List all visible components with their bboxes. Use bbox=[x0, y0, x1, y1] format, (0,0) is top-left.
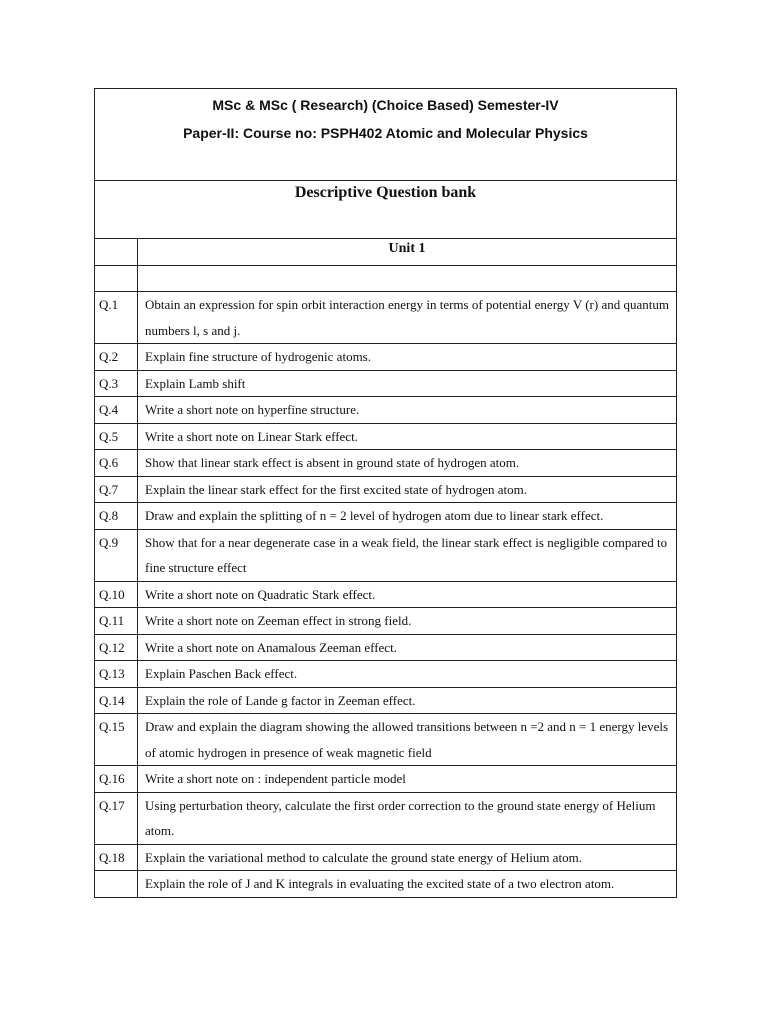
unit-heading: Unit 1 bbox=[138, 239, 677, 266]
question-number: Q.13 bbox=[95, 661, 138, 688]
question-text: Show that linear stark effect is absent in ground state of hydrogen atom. bbox=[138, 450, 677, 477]
question-text: Using perturbation theory, calculate the first order correction to the ground state energy of Helium atom. bbox=[138, 792, 677, 844]
question-number: Q.16 bbox=[95, 766, 138, 793]
question-row bbox=[95, 766, 677, 793]
question-number: Q.5 bbox=[95, 423, 138, 450]
question-text: Write a short note on Anamalous Zeeman effect. bbox=[138, 634, 677, 661]
question-row bbox=[95, 529, 677, 581]
question-text: Draw and explain the splitting of n = 2 level of hydrogen atom due to linear stark effect. bbox=[138, 503, 677, 530]
question-number: Q.1 bbox=[95, 292, 138, 344]
question-text: Show that for a near degenerate case in a weak field, the linear stark effect is negligible compared to fine structure effect bbox=[138, 529, 677, 581]
question-text: Draw and explain the diagram showing the allowed transitions between n =2 and n = 1 energy levels of atomic hydrogen in presence of weak magnetic field bbox=[138, 714, 677, 766]
question-number: Q.3 bbox=[95, 370, 138, 397]
question-row bbox=[95, 871, 677, 898]
question-row bbox=[95, 608, 677, 635]
question-row bbox=[95, 634, 677, 661]
question-text: Explain the variational method to calculate the ground state energy of Helium atom. bbox=[138, 844, 677, 871]
question-row bbox=[95, 370, 677, 397]
question-text: Obtain an expression for spin orbit interaction energy in terms of potential energy V (r) and quantum numbers l, s and j. bbox=[138, 292, 677, 344]
question-row bbox=[95, 476, 677, 503]
question-number: Q.18 bbox=[95, 844, 138, 871]
question-row bbox=[95, 397, 677, 424]
question-text: Explain the role of Lande g factor in Zeeman effect. bbox=[138, 687, 677, 714]
question-row bbox=[95, 581, 677, 608]
empty-cell bbox=[95, 239, 138, 266]
question-text: Explain Lamb shift bbox=[138, 370, 677, 397]
question-number: Q.11 bbox=[95, 608, 138, 635]
question-number: Q.4 bbox=[95, 397, 138, 424]
question-row bbox=[95, 661, 677, 688]
course-line: Paper-II: Course no: PSPH402 Atomic and Molecular Physics bbox=[183, 125, 588, 141]
question-number: Q.2 bbox=[95, 344, 138, 371]
question-text: Explain fine structure of hydrogenic atoms. bbox=[138, 344, 677, 371]
page-title: Descriptive Question bank bbox=[294, 184, 477, 201]
question-text: Explain the linear stark effect for the first excited state of hydrogen atom. bbox=[138, 476, 677, 503]
question-text: Explain the role of J and K integrals in evaluating the excited state of a two electron atom. bbox=[138, 871, 677, 898]
empty-cell bbox=[138, 266, 677, 292]
question-row bbox=[95, 687, 677, 714]
question-row bbox=[95, 292, 677, 344]
question-text: Write a short note on Linear Stark effect. bbox=[138, 423, 677, 450]
question-text: Explain Paschen Back effect. bbox=[138, 661, 677, 688]
course-header bbox=[95, 89, 677, 181]
question-row bbox=[95, 503, 677, 530]
program-line: MSc & MSc ( Research) (Choice Based) Semester-IV bbox=[212, 97, 559, 113]
question-number: Q.9 bbox=[95, 529, 138, 581]
question-number: Q.17 bbox=[95, 792, 138, 844]
question-row bbox=[95, 344, 677, 371]
question-text: Write a short note on Quadratic Stark effect. bbox=[138, 581, 677, 608]
question-number: Q.6 bbox=[95, 450, 138, 477]
question-row bbox=[95, 450, 677, 477]
question-row bbox=[95, 714, 677, 766]
question-number bbox=[95, 871, 138, 898]
question-row bbox=[95, 792, 677, 844]
question-number: Q.10 bbox=[95, 581, 138, 608]
question-number: Q.14 bbox=[95, 687, 138, 714]
empty-cell bbox=[95, 266, 138, 292]
question-text: Write a short note on hyperfine structure. bbox=[138, 397, 677, 424]
question-number: Q.8 bbox=[95, 503, 138, 530]
question-text: Write a short note on Zeeman effect in strong field. bbox=[138, 608, 677, 635]
question-bank-table bbox=[94, 88, 677, 898]
title-cell bbox=[95, 181, 677, 239]
question-number: Q.12 bbox=[95, 634, 138, 661]
question-list bbox=[95, 292, 677, 898]
question-row bbox=[95, 844, 677, 871]
question-number: Q.15 bbox=[95, 714, 138, 766]
question-text: Write a short note on : independent particle model bbox=[138, 766, 677, 793]
question-row bbox=[95, 423, 677, 450]
question-number: Q.7 bbox=[95, 476, 138, 503]
